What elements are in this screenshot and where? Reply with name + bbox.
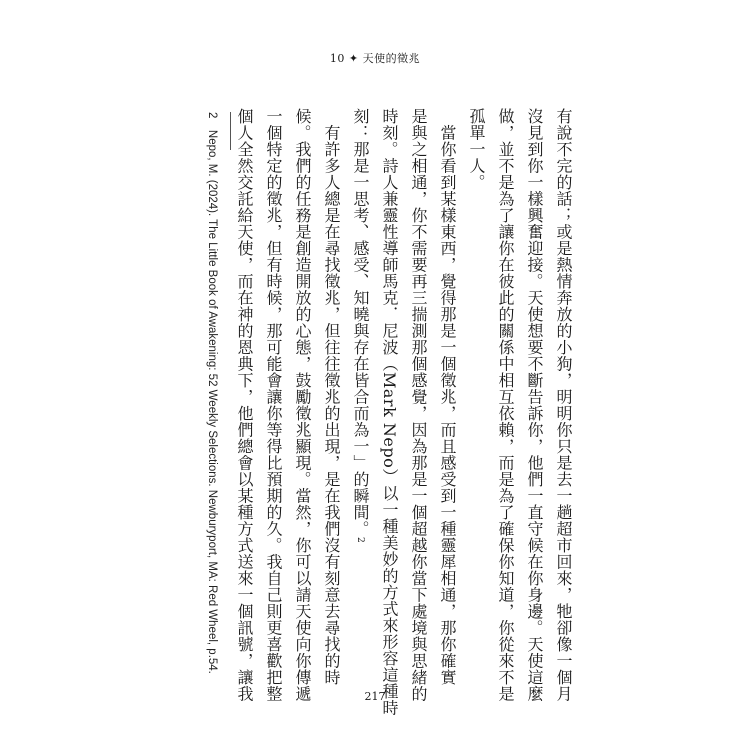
running-header: 10 ✦ 天使的徵兆 [329,52,421,65]
text-column: 有許多人總是在尋找徵兆，但往往徵兆的出現，是在我們沒有刻意去尋找的時 [322,108,341,686]
footnote: 2 Nepo, M. (2024). The Little Book of Awakening: 52 Weekly Selections. Newburyport, MA: Red Wheel, p.54. [206,112,218,674]
footnote-rule [230,112,231,150]
text-column: 候。我們的任務是創造開放的心態，鼓勵徵兆顯現。當然，你可以請天使向你傳遞 [293,108,312,702]
text-column: 有說不完的話；或是熱情奔放的小狗，明明你只是去一趟超市回來，牠卻像一個月 [554,108,573,702]
text-column: 當你看到某樣東西，覺得那是一個徵兆，而且感受到一種靈犀相通，那你確實 [438,108,457,686]
text-column: 孤單一人。 [467,108,486,191]
text-column-content: 刻：那是一思考、感受、知曉與存在皆合而為一」的瞬間。 [351,108,370,537]
text-column: 時刻。詩人兼靈性導師馬克．尼波（Mark Nepo）以一種美妙的方式來形容這種時 [380,108,399,716]
footnote-reference: 2 [355,537,365,544]
text-column: 沒見到你一樣興奮迎接。天使想要不斷告訴你，他們一直守候在你身邊。天使這麼 [525,108,544,702]
text-column: 個人全然交託給天使，而在神的恩典下，他們總會以某種方式送來一個訊號，讓我 [235,108,254,702]
text-column: 做，並不是為了讓你在彼此的關係中相互依賴，而是為了確保你知道，你從來不是 [496,108,515,702]
text-column: 一個特定的徵兆，但有時候，那可能會讓你等得比預期的久。我自己則更喜歡把整 [264,108,283,702]
text-column [348,108,372,543]
text-column: 是與之相通，你不需要再三揣測那個感覺，因為那是一個超越你當下處境與思緒的 [409,108,428,702]
page-number: 217 [364,690,386,703]
